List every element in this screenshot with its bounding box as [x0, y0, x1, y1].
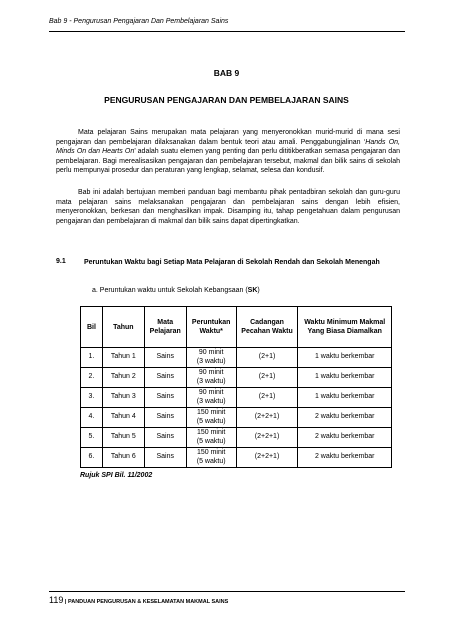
- section-number: 9.1: [56, 258, 66, 265]
- cell-minimum: 1 waktu berkembar: [298, 348, 392, 368]
- cell-periods: (5 waktu): [196, 417, 226, 425]
- cell-tahun: Tahun 2: [102, 368, 144, 388]
- cell-periods: (5 waktu): [196, 437, 226, 445]
- cell-periods: (3 waktu): [196, 397, 226, 405]
- cell-periods: (3 waktu): [196, 377, 226, 385]
- cell-breakdown: (2+1): [236, 368, 298, 388]
- cell-tahun: Tahun 5: [102, 428, 144, 448]
- chapter-title: PENGURUSAN PENGAJARAN DAN PEMBELAJARAN SAINS: [104, 95, 349, 105]
- column-header: Mata Pelajaran: [144, 307, 186, 348]
- table-header-row: [81, 307, 392, 348]
- cell-subject: Sains: [144, 448, 186, 468]
- cell-minimum: 1 waktu berkembar: [298, 368, 392, 388]
- cell-minimum: 2 waktu berkembar: [298, 428, 392, 448]
- cell-breakdown: (2+1): [236, 348, 298, 368]
- cell-bil: 2.: [81, 368, 103, 388]
- cell-subject: Sains: [144, 348, 186, 368]
- cell-minimum: 1 waktu berkembar: [298, 388, 392, 408]
- page-number: 119: [49, 595, 64, 605]
- cell-subject: Sains: [144, 368, 186, 388]
- column-header: Bil: [81, 307, 103, 348]
- cell-minutes: 90 minit: [198, 349, 224, 356]
- intro-paragraph-2: [56, 188, 400, 226]
- column-header: Cadangan Pecahan Waktu: [236, 307, 298, 348]
- footer-separator: |: [63, 599, 68, 605]
- table-row: [81, 448, 392, 468]
- cell-periods: (5 waktu): [196, 457, 226, 465]
- subsection-heading: [92, 287, 260, 294]
- cell-tahun: Tahun 1: [102, 348, 144, 368]
- cell-minutes: 150 minit: [196, 409, 226, 416]
- paragraph-italic-phrase: Hands On, Minds On dan Hearts On: [56, 138, 400, 156]
- cell-breakdown: (2+2+1): [236, 408, 298, 428]
- paragraph-text: Bab ini adalah bertujuan memberi panduan bagi membantu pihak pentadbiran sekolah dan guru-guru mata pelajaran sains melaksanakan pengajaran dan pembelajaran sains dengan lebih efisien, menyeronokkan, berkesan dan menghasilkan impak. Disamping itu, tahap pengetahuan dalam pengurusan pengajaran dan pembelajaran di makmal dan bilik sains dapat dipertingkatkan.: [56, 189, 400, 225]
- cell-minutes: 90 minit: [198, 369, 224, 376]
- cell-periods: (3 waktu): [196, 357, 226, 365]
- subsection-suffix: ): [257, 287, 260, 294]
- cell-bil: 6.: [81, 448, 103, 468]
- paragraph-text: Mata pelajaran Sains merupakan mata pelajaran yang menyeronokkan murid-murid di mana sesi pengajaran dan pembelajaran dilaksanakan dalam bentuk teori atau amali. Penggabungjalinan ‘: [56, 129, 400, 146]
- table-row: [81, 368, 392, 388]
- cell-bil: 4.: [81, 408, 103, 428]
- cell-breakdown: (2+1): [236, 388, 298, 408]
- subsection-bold: SK: [247, 287, 258, 294]
- subsection-text: a. Peruntukan waktu untuk Sekolah Kebangsaan (: [92, 287, 248, 294]
- column-header: Waktu Minimum Makmal Yang Biasa Diamalkan: [298, 307, 392, 348]
- footer-text: PANDUAN PENGURUSAN & KESELAMATAN MAKMAL SAINS: [67, 599, 229, 605]
- table-row: [81, 408, 392, 428]
- cell-allocation: [186, 448, 236, 468]
- page-footer: [49, 595, 228, 605]
- paragraph-text: ’ adalah suatu elemen yang penting dan perlu dititikberatkan semasa pengajaran dan pembelajaran. Bagi merealisasikan pengajaran dan pembelajaran tersebut, makmal dan bilik sains di sekolah perlu mempunyai prosedur dan peraturan yang lengkap, selamat, selesa dan kondusif.: [56, 148, 400, 175]
- cell-allocation: [186, 348, 236, 368]
- column-header: Tahun: [102, 307, 144, 348]
- cell-subject: Sains: [144, 388, 186, 408]
- running-header: Bab 9 - Pengurusan Pengajaran Dan Pembelajaran Sains: [49, 18, 229, 25]
- cell-allocation: [186, 408, 236, 428]
- cell-subject: Sains: [144, 408, 186, 428]
- cell-bil: 3.: [81, 388, 103, 408]
- intro-paragraph-1: [56, 128, 400, 176]
- cell-minutes: 150 minit: [196, 449, 226, 456]
- cell-minutes: 90 minit: [198, 389, 224, 396]
- cell-breakdown: (2+2+1): [236, 448, 298, 468]
- cell-tahun: Tahun 4: [102, 408, 144, 428]
- cell-breakdown: (2+2+1): [236, 428, 298, 448]
- section-title: Peruntukan Waktu bagi Setiap Mata Pelajaran di Sekolah Rendah dan Sekolah Menengah: [84, 259, 380, 266]
- cell-allocation: [186, 428, 236, 448]
- cell-tahun: Tahun 3: [102, 388, 144, 408]
- reference-note: Rujuk SPI Bil. 11/2002: [80, 472, 153, 479]
- cell-tahun: Tahun 6: [102, 448, 144, 468]
- cell-minutes: 150 minit: [196, 429, 226, 436]
- chapter-label: BAB 9: [213, 68, 240, 78]
- column-header: Peruntukan Waktu*: [186, 307, 236, 348]
- table-row: [81, 348, 392, 368]
- cell-subject: Sains: [144, 428, 186, 448]
- footer-divider: [49, 591, 405, 592]
- cell-bil: 1.: [81, 348, 103, 368]
- cell-minimum: 2 waktu berkembar: [298, 408, 392, 428]
- cell-minimum: 2 waktu berkembar: [298, 448, 392, 468]
- header-divider: [49, 31, 405, 32]
- cell-allocation: [186, 368, 236, 388]
- table-row: [81, 388, 392, 408]
- table-row: [81, 428, 392, 448]
- time-allocation-table: [80, 306, 392, 468]
- cell-bil: 5.: [81, 428, 103, 448]
- cell-allocation: [186, 388, 236, 408]
